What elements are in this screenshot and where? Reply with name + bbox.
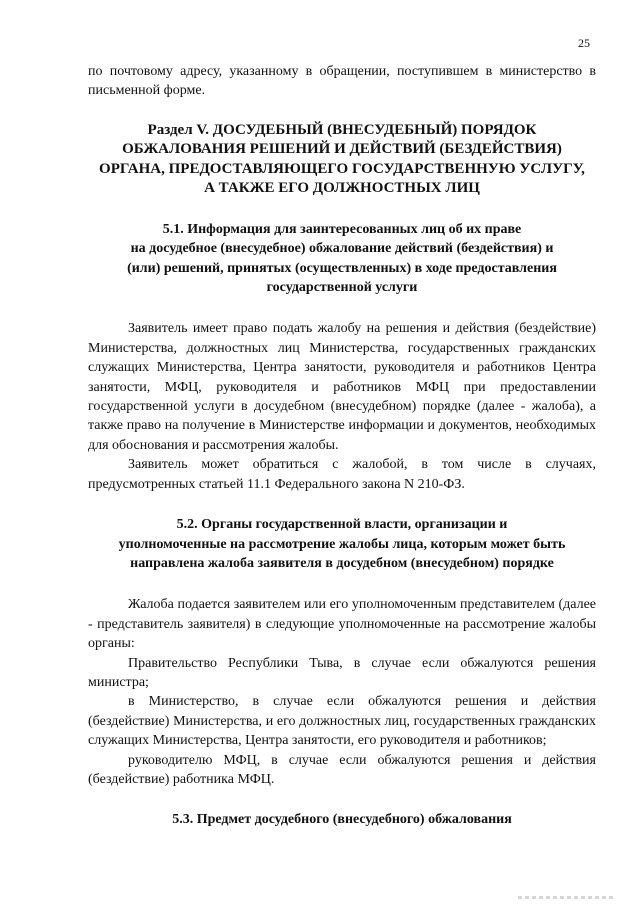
- section-heading-line: ОРГАНА, ПРЕДОСТАВЛЯЮЩЕГО ГОСУДАРСТВЕННУЮ УСЛУГУ,: [99, 160, 585, 177]
- scan-artifact: [518, 896, 614, 899]
- heading-line: 5.1. Информация для заинтересованных лиц об их праве: [162, 221, 522, 237]
- heading-line: (или) решений, принятых (осуществленных) в ходе предоставления: [127, 260, 557, 276]
- section-heading-line: Раздел V. ДОСУДЕБНЫЙ (ВНЕСУДЕБНЫЙ) ПОРЯДОК: [147, 121, 537, 138]
- section-heading-line: ОБЖАЛОВАНИЯ РЕШЕНИЙ И ДЕЙСТВИЙ (БЕЗДЕЙСТВИЯ): [122, 141, 562, 158]
- paragraph: Правительство Республики Тыва, в случае если обжалуются решения министра;: [88, 655, 596, 690]
- heading-line: направлена жалоба заявителя в досудебном (внесудебном) порядке: [130, 555, 554, 571]
- page-content: [88, 62, 596, 830]
- heading-line: 5.2. Органы государственной власти, организации и: [176, 517, 508, 533]
- paragraph: Заявитель имеет право подать жалобу на решения и действия (бездействие) Министерства, должностных лиц Министерства, государственных гражданских служащих Министерства, Центра занятости, руководителя и работников Центра занятости, МФЦ, руководителя и работников МФЦ при предоставлении государственной услуги в досудебном (внесудебном) порядке (далее - жалоба), а также право на получение в Министерстве информации и документов, необходимых для обоснования и рассмотрения жалобы.: [88, 321, 596, 453]
- intro-paragraph: по почтовому адресу, указанному в обращении, поступившем в министерство в письменной форме.: [88, 64, 596, 99]
- page-number: 25: [578, 36, 590, 50]
- section-heading: [88, 121, 596, 199]
- subsection-5-2-heading: [88, 515, 596, 573]
- paragraph: в Министерство, в случае если обжалуются решения и действия (бездействие) Министерства, и его должностных лиц, государственных гражданских служащих Министерства, Центра занятости, его руководителя и работников;: [88, 694, 596, 749]
- paragraph: Жалоба подается заявителем или его уполномоченным представителем (далее - представитель заявителя) в следующие уполномоченные на рассмотрение жалобы органы:: [88, 597, 596, 652]
- heading-line: государственной услуги: [266, 280, 418, 296]
- subsection-5-3-heading: [88, 810, 596, 829]
- paragraph: руководителю МФЦ, в случае если обжалуются решения и действия (бездействие) работника МФЦ.: [88, 752, 596, 787]
- heading-line: уполномоченные на рассмотрение жалобы лица, которым может быть: [118, 536, 566, 552]
- heading-line: 5.3. Предмет досудебного (внесудебного) обжалования: [172, 812, 512, 828]
- heading-line: на досудебное (внесудебное) обжалование действий (бездействия) и: [130, 241, 554, 257]
- subsection-5-1-heading: [88, 220, 596, 298]
- section-heading-line: А ТАКЖЕ ЕГО ДОЛЖНОСТНЫХ ЛИЦ: [204, 180, 480, 197]
- paragraph: Заявитель может обратиться с жалобой, в том числе в случаях, предусмотренных статьей 11.1 Федерального закона N 210-ФЗ.: [88, 457, 596, 492]
